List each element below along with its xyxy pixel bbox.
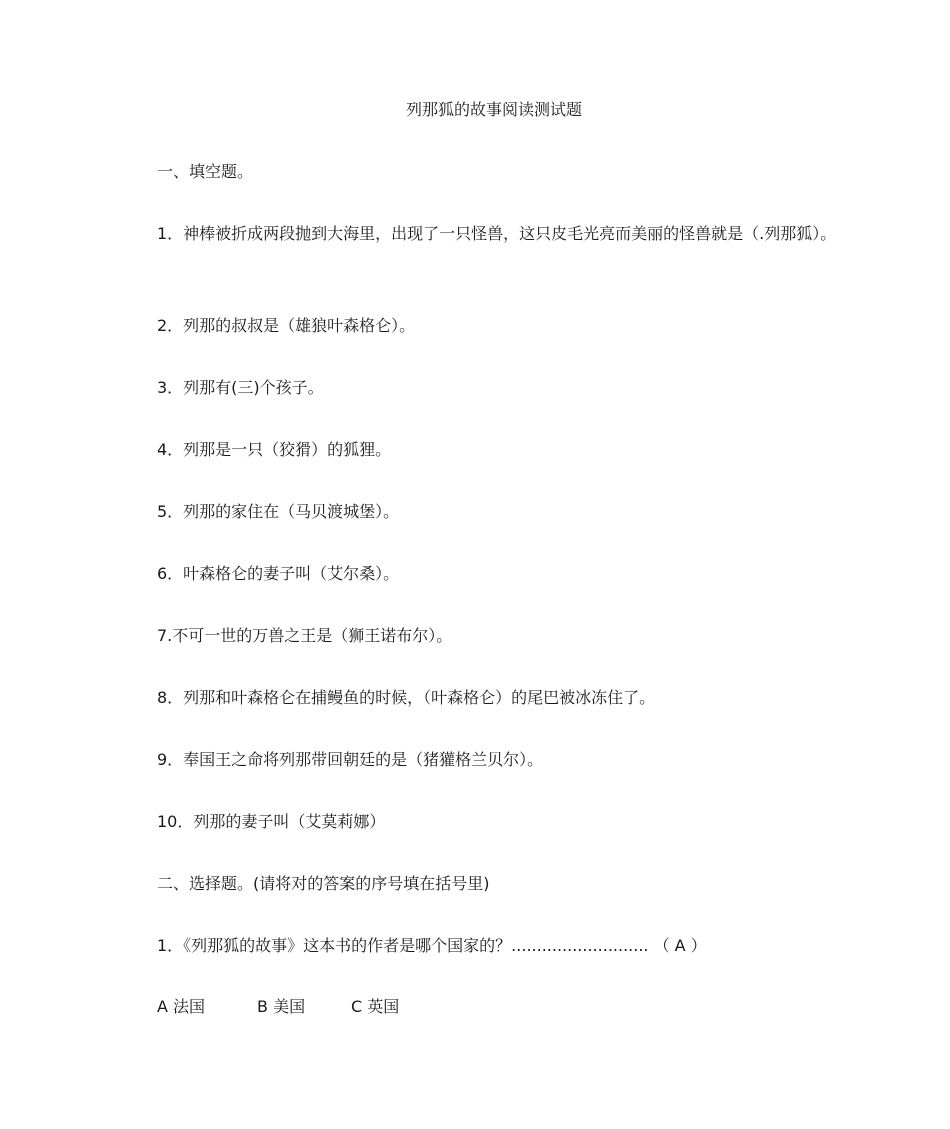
question-item: 5．列那的家住在（马贝渡城堡）。	[157, 502, 400, 521]
question-item: 9．奉国王之命将列那带回朝廷的是（猪獾格兰贝尔）。	[157, 750, 544, 769]
question-item: 10．列那的妻子叫（艾莫莉娜）	[157, 812, 386, 831]
page-title: 列那狐的故事阅读测试题	[405, 100, 582, 119]
question-item: 6．叶森格仑的妻子叫（艾尔桑）。	[157, 564, 400, 583]
question-item: 4．列那是一只（狡猾）的狐狸。	[157, 440, 392, 459]
question-item: 1．神棒被折成两段抛到大海里，出现了一只怪兽，这只皮毛光亮而美丽的怪兽就是（.列那狐）。	[157, 224, 837, 243]
choice-question: 1．《列那狐的故事》这本书的作者是哪个国家的？........................... （ A ）	[157, 936, 707, 955]
option-a: A 法国	[157, 997, 206, 1016]
question-item: 2．列那的叔叔是（雄狼叶森格仑）。	[157, 316, 416, 335]
question-item: 7.不可一世的万兽之王是（狮王诺布尔）。	[157, 626, 453, 645]
option-c: C 英国	[351, 997, 400, 1016]
section-heading-fill-blank: 一、填空题。	[157, 162, 254, 181]
section-heading-choice: 二、选择题。(请将对的答案的序号填在括号里)	[157, 874, 490, 893]
question-item: 3．列那有(三)个孩子。	[157, 378, 324, 397]
option-b: B 美国	[257, 997, 306, 1016]
question-item: 8．列那和叶森格仑在捕鳗鱼的时候，（叶森格仑）的尾巴被冰冻住了。	[157, 688, 656, 707]
answer-options	[157, 995, 399, 1019]
